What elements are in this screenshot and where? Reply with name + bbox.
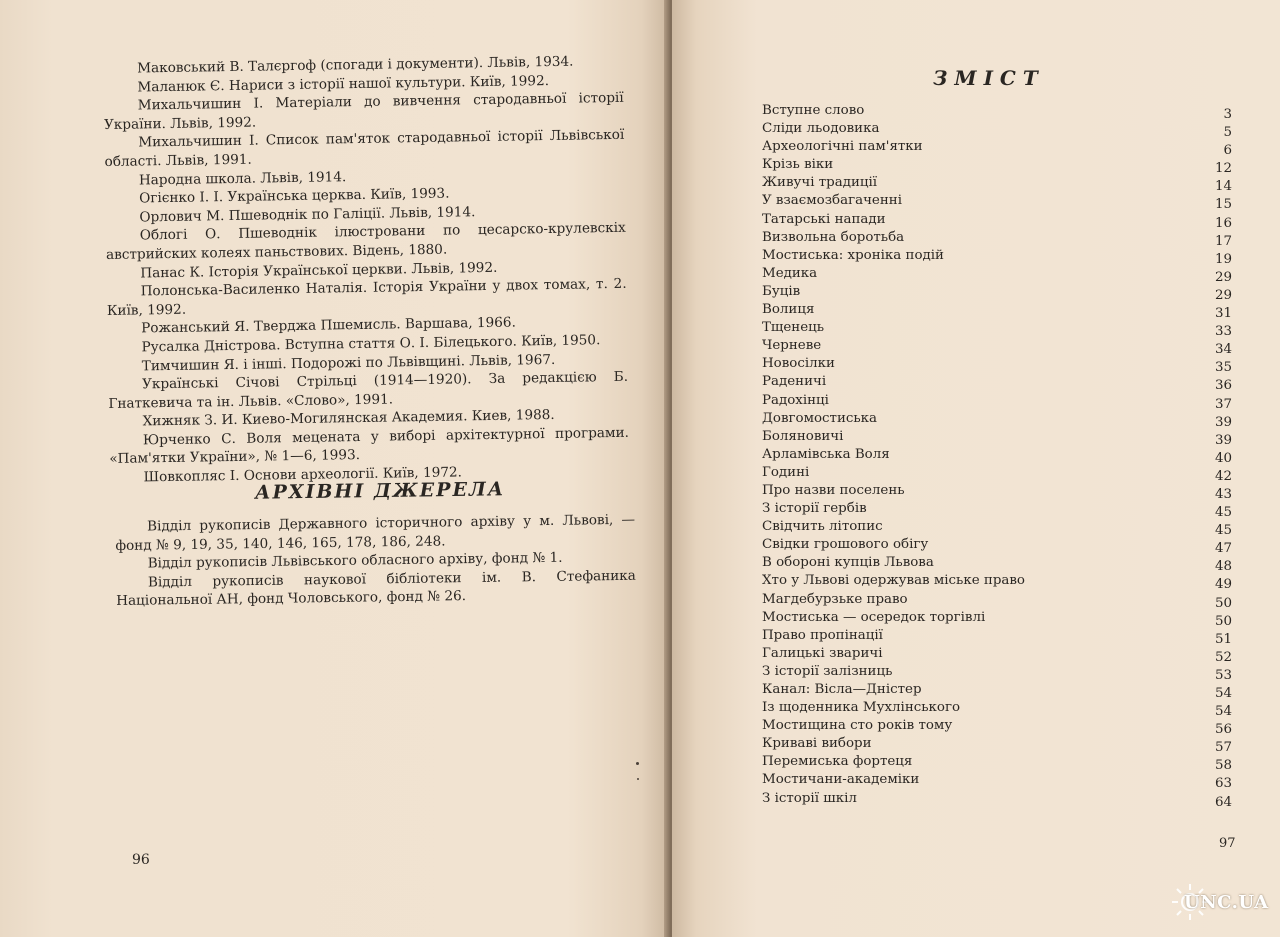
bibliography-entry: Русалка Дністрова. Вступна стаття О. І. Білецького. Київ, 1950.	[141, 332, 601, 356]
bibliography-list	[103, 52, 630, 488]
toc-item-title: Новосілки	[762, 356, 835, 372]
toc-item-page: 64	[1214, 794, 1232, 810]
toc-item-title: У взаємозбагаченні	[762, 193, 902, 209]
toc-item-page: 50	[1214, 613, 1232, 629]
toc-item	[762, 265, 1232, 283]
toc-item-page: 6	[1223, 143, 1232, 159]
toc-item-page: 42	[1214, 468, 1232, 484]
toc-item-page: 49	[1214, 577, 1232, 593]
toc-item-title: Магдебурзьке право	[762, 591, 908, 607]
toc-item-title: Радохінці	[762, 392, 829, 408]
bibliography-entry: Михальчишин І. Список пам'яток стародавньої історії Львівської області. Львів, 1991.	[104, 127, 625, 170]
toc-item	[762, 283, 1232, 301]
toc-item-title: Раденичі	[762, 374, 827, 390]
toc-item	[762, 699, 1232, 720]
toc-item	[762, 102, 1232, 120]
table-of-contents	[762, 102, 1232, 808]
archive-entry: Відділ рукописів наукової бібліотеки ім. В. Стефаника Національної АН, фонд Чоловського, фонд № 26.	[116, 567, 636, 610]
toc-item-title: В обороні купців Львова	[762, 555, 934, 571]
toc-item-page: 54	[1214, 704, 1232, 720]
toc-item	[762, 192, 1232, 213]
toc-item-title: З історії шкіл	[762, 790, 857, 806]
toc-item-title: Мостиська — осередок торгівлі	[762, 609, 986, 625]
toc-item-title: Хто у Львові одержував міське право	[762, 573, 1025, 589]
toc-item-page: 29	[1214, 287, 1232, 303]
toc-item	[762, 446, 1232, 464]
toc-item	[762, 482, 1232, 500]
toc-item	[762, 681, 1232, 699]
toc-item-title: Мостиська: хроніка подій	[762, 247, 944, 263]
toc-item	[762, 211, 1232, 229]
toc-item	[762, 156, 1232, 177]
toc-item-page: 37	[1214, 396, 1232, 412]
toc-item-page: 40	[1214, 450, 1232, 466]
toc-item-title: Із щоденника Мухлінського	[762, 700, 961, 716]
bibliography-entry: Тимчишин Я. і інші. Подорожі по Львівщині. Львів, 1967.	[141, 351, 556, 374]
toc-item	[762, 500, 1232, 521]
bibliography-entry: Огієнко І. І. Українська церква. Київ, 1993.	[139, 185, 450, 207]
bibliography-entry: Юрченко С. Воля мецената у виборі архітектурної програми. «Пам'ятки України», № 1—6, 1993.	[109, 424, 630, 468]
toc-item	[762, 120, 1232, 141]
toc-item	[762, 174, 1232, 195]
toc-item-title: Годині	[762, 464, 810, 480]
paper-speck	[636, 762, 639, 765]
toc-item-title: Черневе	[762, 338, 822, 354]
toc-item-page: 17	[1214, 233, 1232, 249]
toc-item-title: Крізь віки	[762, 157, 834, 173]
toc-item	[762, 663, 1232, 681]
toc-item-page: 54	[1214, 686, 1232, 701]
toc-item-title: Мостичани-академіки	[762, 772, 920, 788]
toc-item-title: Буців	[762, 283, 801, 299]
toc-item-page: 5	[1223, 125, 1232, 141]
toc-item-title: Про назви поселень	[762, 482, 905, 498]
toc-item-page: 15	[1214, 197, 1232, 213]
toc-item-page: 53	[1214, 667, 1232, 683]
toc-item-title: Галицькі зваричі	[762, 645, 883, 661]
page-number-right: 97	[1219, 836, 1236, 851]
toc-item	[762, 301, 1232, 322]
toc-item-title: Свідчить літопис	[762, 519, 883, 535]
watermark-text: UNC.UA	[1184, 892, 1269, 913]
toc-item-page: 3	[1223, 107, 1232, 122]
toc-item-title: Археологічні пам'ятки	[762, 139, 923, 155]
toc-item-title: З історії залізниць	[762, 663, 893, 679]
toc-item-title: Волиця	[762, 302, 815, 318]
toc-item-title: Криваві вибори	[762, 736, 872, 752]
bibliography-entry: Маланюк Є. Нариси з історії нашої культури. Київ, 1992.	[137, 72, 550, 96]
paper-speck	[637, 778, 639, 780]
toc-item	[762, 410, 1232, 428]
toc-title: ЗМІСТ	[933, 66, 1045, 90]
bibliography-entry: Маковський В. Талєргоф (спогади і документи). Львів, 1934.	[137, 53, 574, 77]
toc-item-title: З історії гербів	[762, 501, 867, 517]
toc-item	[762, 247, 1232, 265]
toc-item-page: 47	[1214, 541, 1232, 557]
toc-item-title: Арламівська Воля	[762, 446, 890, 462]
toc-item	[762, 464, 1232, 482]
toc-item	[762, 229, 1232, 247]
toc-item-title: Тщенець	[762, 320, 825, 336]
toc-item	[762, 591, 1232, 609]
bibliography-entry: Шовкопляс І. Основи археології. Київ, 1972.	[143, 464, 463, 486]
toc-item	[762, 319, 1232, 340]
toc-item-page: 45	[1214, 505, 1232, 521]
toc-item-page: 50	[1214, 595, 1232, 611]
toc-item-page: 33	[1214, 324, 1232, 340]
toc-item-title: Довгомостиська	[762, 410, 878, 426]
archive-sources-list	[115, 511, 636, 611]
toc-item-title: Мостищина сто років тому	[762, 718, 953, 734]
toc-item	[762, 717, 1232, 738]
bibliography-entry: Михальчишин І. Матеріали до вивчення стародавньої історії України. Львів, 1992.	[103, 90, 624, 133]
toc-item	[762, 609, 1232, 627]
toc-item-page: 45	[1214, 523, 1232, 539]
toc-item-title: Живучі традиції	[762, 175, 878, 191]
bibliography-entry: Рожанський Я. Тверджа Пшемисль. Варшава, 1966.	[141, 314, 516, 337]
toc-item	[762, 355, 1232, 376]
toc-item-page: 39	[1214, 432, 1232, 448]
toc-item	[762, 337, 1232, 358]
toc-item-page: 16	[1214, 215, 1232, 231]
toc-item-page: 35	[1214, 360, 1232, 376]
toc-item-page: 19	[1214, 251, 1232, 267]
archive-entry: Відділ рукописів Державного історичного архіву у м. Львові, — фонд № 9, 19, 35, 140, 146, 165, 178, 186, 248.	[115, 511, 636, 554]
toc-item-page: 58	[1214, 758, 1232, 774]
toc-item-title: Перемиська фортеця	[762, 754, 913, 770]
toc-item-page: 43	[1214, 486, 1232, 502]
toc-item-title: Боляновичі	[762, 428, 844, 444]
toc-item	[762, 771, 1232, 792]
toc-item	[762, 536, 1232, 557]
toc-item-page: 48	[1214, 559, 1232, 575]
toc-item-title: Право пропінації	[762, 627, 883, 643]
toc-item	[762, 428, 1232, 446]
toc-item	[762, 138, 1232, 159]
toc-item-title: Визвольна боротьба	[762, 229, 905, 245]
toc-item	[762, 554, 1232, 575]
toc-item-page: 57	[1214, 740, 1232, 756]
toc-item-title: Вступне слово	[762, 103, 865, 118]
toc-item	[762, 392, 1232, 410]
bibliography-entry: Облогі О. Пшеводнік ілюстровани по цесарско-крулевскіх австрийских колеях паньствових. Відень, 1880.	[105, 220, 626, 263]
toc-item-page: 34	[1214, 342, 1232, 358]
bibliography-entry: Хижняк З. И. Киево-Могилянская Академия. Киев, 1988.	[142, 407, 555, 430]
toc-item-page: 36	[1214, 378, 1232, 394]
toc-item-title: Свідки грошового обігу	[762, 537, 929, 553]
toc-item-page: 56	[1214, 722, 1232, 738]
bibliography-entry: Полонська-Василенко Наталія. Історія України у двох томах, т. 2. Київ, 1992.	[106, 275, 627, 319]
toc-item-page: 63	[1214, 776, 1232, 792]
toc-item-page: 51	[1214, 631, 1232, 647]
toc-item	[762, 645, 1232, 663]
toc-item	[762, 518, 1232, 539]
toc-item-title: Сліди льодовика	[762, 121, 880, 137]
toc-item-page: 52	[1214, 649, 1232, 665]
toc-item-page: 12	[1214, 161, 1232, 177]
toc-item	[762, 373, 1232, 394]
bibliography-entry: Панас К. Історія Української церкви. Львів, 1992.	[140, 259, 498, 281]
bibliography-entry: Орлович М. Пшеводнік по Галіції. Львів, 1914.	[139, 203, 476, 226]
toc-item-page: 29	[1214, 269, 1232, 285]
toc-item	[762, 753, 1232, 774]
toc-item	[762, 627, 1232, 645]
toc-item-page: 14	[1214, 179, 1232, 195]
toc-item-title: Татарські напади	[762, 211, 886, 227]
toc-item-title: Медика	[762, 265, 818, 281]
section-title: АРХІВНІ ДЖЕРЕЛА	[254, 478, 506, 504]
toc-item-page: 39	[1214, 414, 1232, 430]
bibliography-entry: Українські Січові Стрільці (1914—1920). За редакцією Б. Гнаткевича та ін. Львів. «Слово», 1991.	[108, 368, 629, 412]
toc-item	[762, 572, 1232, 593]
toc-item	[762, 790, 1232, 808]
toc-item	[762, 735, 1232, 756]
page-number-left: 96	[132, 852, 150, 868]
archive-entry: Відділ рукописів Львівського обласного архіву, фонд № 1.	[147, 549, 563, 572]
toc-item-title: Канал: Вісла—Дністер	[762, 682, 922, 697]
toc-item-page: 31	[1214, 306, 1232, 322]
bibliography-entry: Народна школа. Львів, 1914.	[138, 168, 347, 189]
